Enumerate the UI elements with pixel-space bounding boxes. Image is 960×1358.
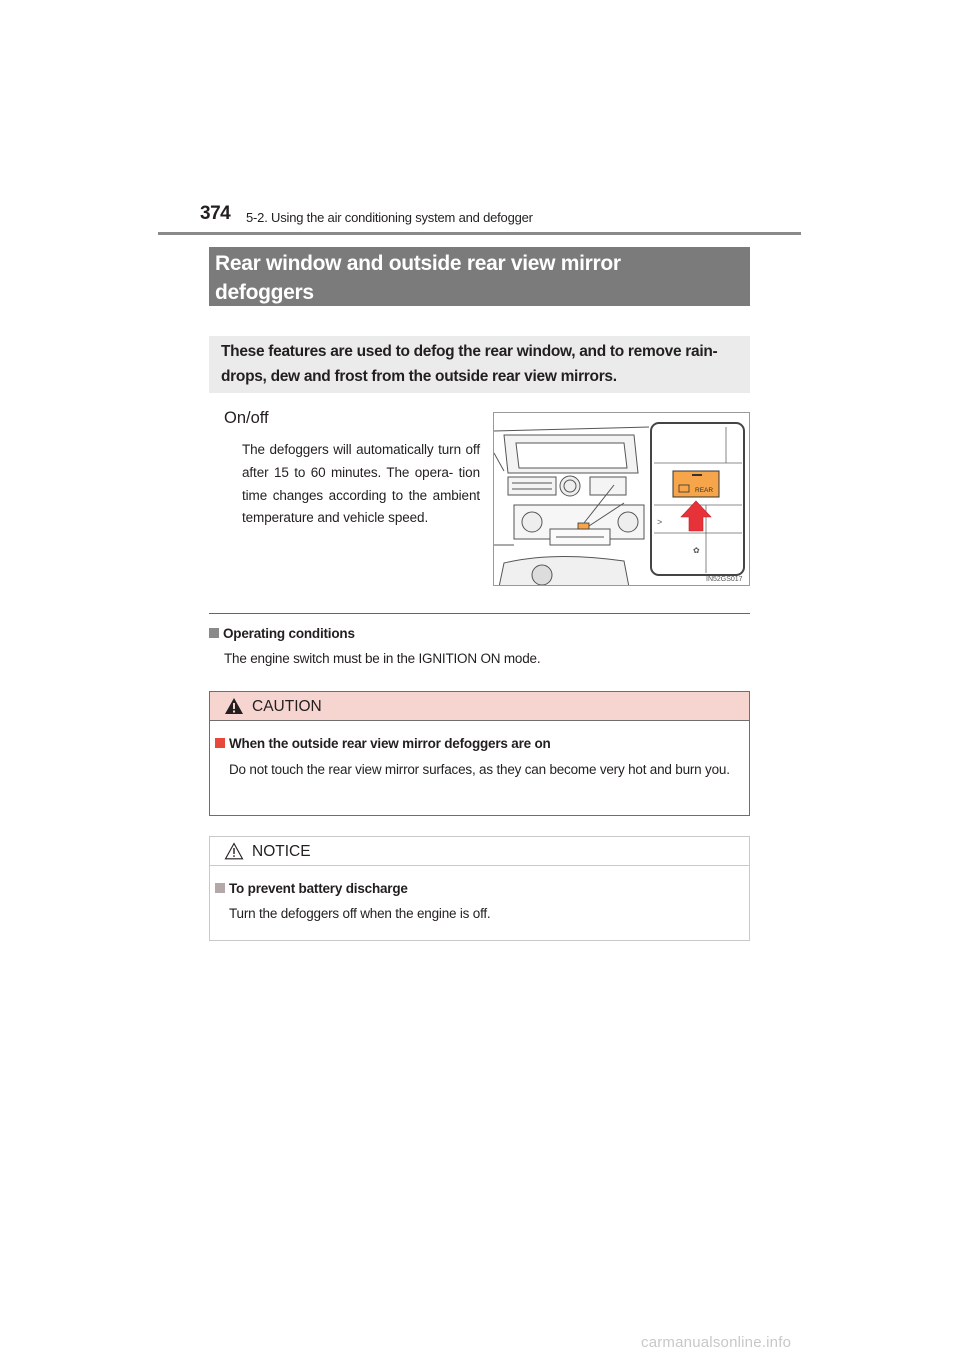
caution-box	[209, 691, 750, 816]
warning-triangle-icon	[224, 697, 244, 715]
section-title: 5-2. Using the air conditioning system and defogger	[246, 210, 533, 225]
operating-conditions-heading	[209, 626, 355, 641]
bullet-square-icon	[215, 738, 225, 748]
notice-header	[210, 837, 749, 866]
intro-line-1: These features are used to defog the rear window, and to remove rain-	[221, 343, 718, 360]
svg-text:>: >	[657, 517, 663, 527]
page-title-line-1: Rear window and outside rear view mirror	[215, 252, 621, 275]
intro-box	[209, 336, 750, 393]
svg-text:✿: ✿	[693, 546, 700, 555]
operating-conditions-text: The engine switch must be in the IGNITION ON mode.	[224, 651, 541, 666]
operating-conditions-label: Operating conditions	[223, 626, 355, 641]
caution-subheading	[215, 736, 551, 751]
bullet-square-icon	[215, 883, 225, 893]
caution-subheading-label: When the outside rear view mirror defoggers are on	[229, 736, 551, 751]
illustration-code: IN52GS017	[706, 576, 743, 583]
onoff-description: The defoggers will automatically turn off after 15 to 60 minutes. The opera- tion time changes according to the ambient temperature and vehicle speed.	[242, 442, 480, 526]
notice-body: Turn the defoggers off when the engine is off.	[229, 906, 491, 921]
warning-triangle-outline-icon	[224, 842, 244, 860]
intro-line-2: drops, dew and frost from the outside rear view mirrors.	[221, 368, 617, 385]
page-title-bar	[209, 247, 750, 306]
caution-body: Do not touch the rear view mirror surfaces, as they can become very hot and burn you.	[229, 762, 730, 777]
notice-subheading	[215, 881, 408, 896]
header-rule	[158, 232, 801, 235]
bullet-square-icon	[209, 628, 219, 638]
section-divider	[209, 613, 750, 614]
dashboard-illustration	[493, 412, 750, 586]
watermark: carmanualsonline.info	[641, 1334, 792, 1351]
rear-button-label: REAR	[695, 487, 714, 494]
dashboard-drawing	[494, 413, 750, 586]
onoff-heading: On/off	[224, 409, 269, 427]
caution-label: CAUTION	[252, 698, 322, 715]
notice-box	[209, 836, 750, 941]
page-number: 374	[200, 203, 231, 224]
notice-label: NOTICE	[252, 843, 311, 860]
notice-subheading-label: To prevent battery discharge	[229, 881, 408, 896]
page-title-line-2: defoggers	[215, 281, 314, 304]
caution-header	[210, 692, 749, 721]
